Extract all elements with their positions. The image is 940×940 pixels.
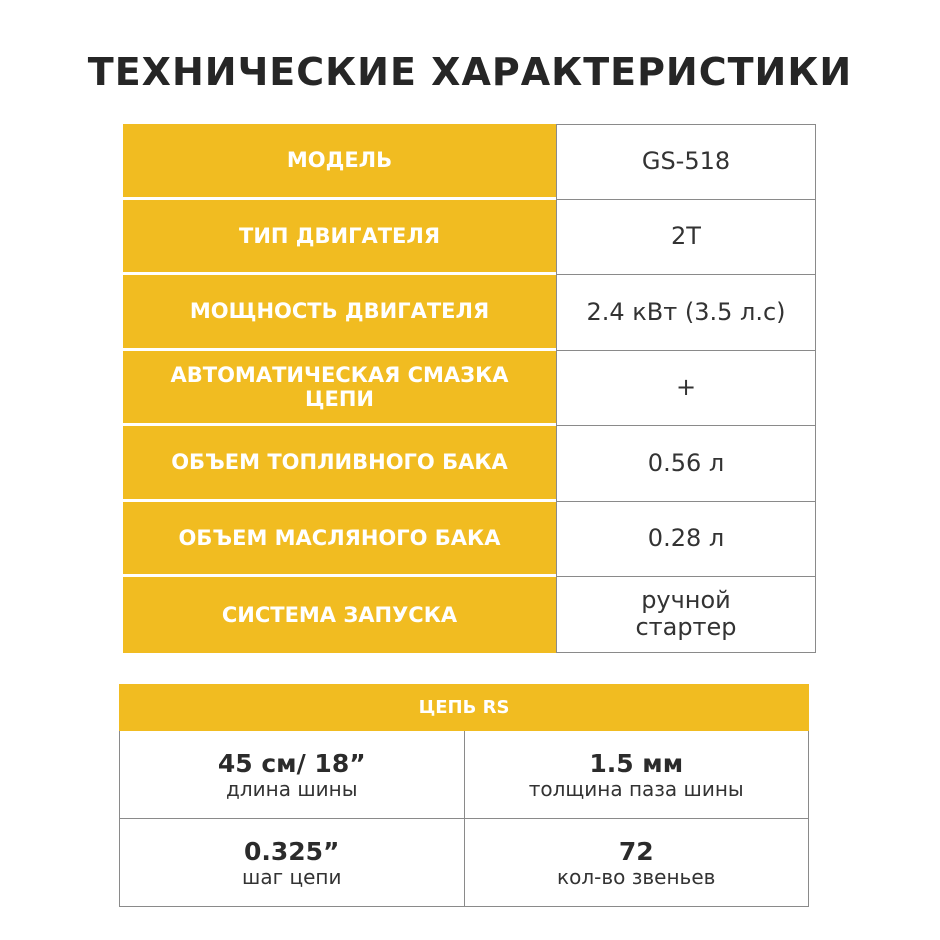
chain-grid bbox=[119, 731, 809, 907]
page-title: ТЕХНИЧЕСКИЕ ХАРАКТЕРИСТИКИ bbox=[87, 50, 853, 94]
spec-row-engine-power bbox=[123, 275, 816, 351]
spec-row-engine-type bbox=[123, 200, 816, 276]
spec-row-fuel-tank bbox=[123, 426, 816, 502]
spec-value: ручной стартер bbox=[556, 577, 816, 653]
chain-cell-pitch bbox=[120, 819, 465, 907]
spec-row-start-system bbox=[123, 577, 816, 653]
spec-value: 0.28 л bbox=[556, 502, 816, 578]
chain-section bbox=[119, 684, 809, 907]
spec-label: АВТОМАТИЧЕСКАЯ СМАЗКА ЦЕПИ bbox=[123, 351, 556, 427]
spec-value: 2.4 кВт (3.5 л.с) bbox=[556, 275, 816, 351]
chain-cell-link-count bbox=[465, 819, 810, 907]
chain-header: ЦЕПЬ RS bbox=[119, 684, 809, 731]
chain-value: 45 см/ 18” bbox=[217, 748, 366, 778]
spec-value: 2T bbox=[556, 200, 816, 276]
chain-caption: кол-во звеньев bbox=[557, 864, 716, 889]
chain-value: 72 bbox=[618, 836, 654, 866]
spec-row-auto-lubrication bbox=[123, 351, 816, 427]
specs-table bbox=[123, 124, 816, 653]
chain-value: 0.325” bbox=[243, 836, 340, 866]
chain-cell-groove-width bbox=[465, 731, 810, 819]
chain-caption: толщина паза шины bbox=[528, 776, 744, 801]
chain-value: 1.5 мм bbox=[589, 748, 684, 778]
spec-label: ОБЪЕМ ТОПЛИВНОГО БАКА bbox=[123, 426, 556, 502]
chain-cell-bar-length bbox=[120, 731, 465, 819]
spec-value: GS-518 bbox=[556, 124, 816, 200]
chain-caption: шаг цепи bbox=[242, 864, 342, 889]
spec-value: + bbox=[556, 351, 816, 427]
spec-label: ТИП ДВИГАТЕЛЯ bbox=[123, 200, 556, 276]
spec-row-model bbox=[123, 124, 816, 200]
spec-label: МОДЕЛЬ bbox=[123, 124, 556, 200]
spec-label: МОЩНОСТЬ ДВИГАТЕЛЯ bbox=[123, 275, 556, 351]
spec-label: СИСТЕМА ЗАПУСКА bbox=[123, 577, 556, 653]
spec-label: ОБЪЕМ МАСЛЯНОГО БАКА bbox=[123, 502, 556, 578]
spec-value: 0.56 л bbox=[556, 426, 816, 502]
spec-row-oil-tank bbox=[123, 502, 816, 578]
chain-caption: длина шины bbox=[226, 776, 358, 801]
